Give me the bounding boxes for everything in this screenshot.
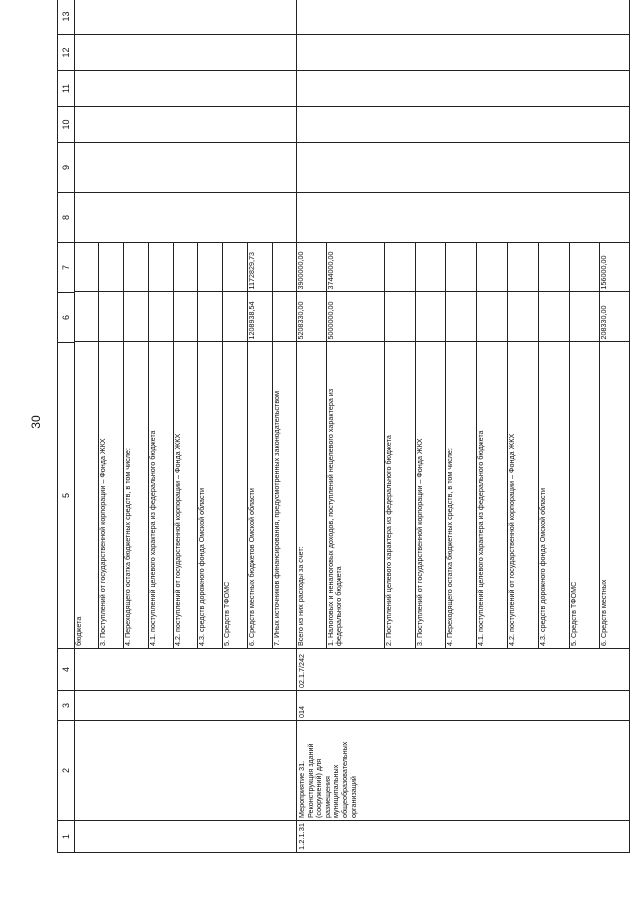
funding-row [173,242,198,648]
funding-value-6 [223,292,248,342]
funding-value-6 [75,292,99,342]
funding-value-7 [173,242,198,292]
cell-code [75,691,297,721]
funding-sources-subtable [297,242,629,648]
funding-label: 4. Переходящего остатка бюджетных средств, в том числе: [446,342,477,648]
cell-kbk [75,649,297,691]
funding-value-7: 156000,00 [599,255,609,290]
funding-value-7: 1172829,73 [248,242,273,292]
funding-value-6 [384,292,415,342]
header-cell: 6 [58,293,75,343]
funding-label: 2. Поступлений целевого характера из федерального бюджета [384,342,415,648]
funding-value-6 [148,292,173,342]
header-cell: 10 [58,107,75,143]
funding-row [198,242,223,648]
cell-code: 014 [297,691,630,721]
funding-value-7: 3744000,00 [326,242,384,292]
header-cell: 9 [58,143,75,193]
funding-value-7 [477,242,508,292]
funding-value-7 [446,242,477,292]
cell-kbk: 02.1.7/242 [297,649,630,691]
funding-value-6 [446,292,477,342]
table-row [297,0,630,853]
cell-col-8 [297,193,630,243]
cell-col-13 [75,0,297,35]
funding-row [477,242,508,648]
cell-col-9 [297,143,630,193]
funding-row [223,242,248,648]
funding-label: 3. Поступлений от государственной корпорации – Фонда ЖКХ [415,342,446,648]
header-cell: 8 [58,193,75,243]
funding-label: 3. Поступлений от государственной корпорации – Фонда ЖКХ [99,342,124,648]
funding-row [148,242,173,648]
funding-value-6 [507,292,538,342]
header-cell: 13 [58,0,75,35]
funding-sources-subtable [75,242,296,648]
funding-value-6 [173,292,198,342]
funding-value-6 [477,292,508,342]
cell-col-13 [297,0,630,35]
cell-col-10 [297,107,630,143]
funding-row [384,242,415,648]
funding-label: 4.2. поступлений от государственной корпорации – Фонда ЖКХ [173,342,198,648]
header-row [58,0,75,853]
funding-label: 5. Средств ТФОМС [569,342,600,648]
funding-row [297,242,326,648]
funding-value-7 [99,242,124,292]
cell-col-8 [75,193,297,243]
funding-value-7 [415,242,446,292]
funding-value-7 [384,242,415,292]
funding-label: 4.1. поступлений целевого характера из федерального бюджета [477,342,508,648]
header-cell: 5 [58,343,75,649]
funding-value-6: 5208330,00 [297,292,326,342]
cell-name: Мероприятие 31. Реконструкция зданий (сооружений) для размещения муниципальных общеобразовательных организаций [297,721,630,821]
funding-value-7 [272,242,296,292]
funding-label: Всего из них расходы за счет: [297,342,326,648]
cell-col-12 [75,35,297,71]
funding-value-6: 208330,00 [600,292,629,342]
funding-value-7 [507,242,538,292]
funding-value-6 [415,292,446,342]
funding-row [75,242,99,648]
funding-value-6 [272,292,296,342]
funding-value-6 [99,292,124,342]
budget-table [57,0,630,853]
funding-row [415,242,446,648]
funding-value-7 [223,242,248,292]
funding-value-7 [75,242,99,292]
funding-value-6 [538,292,569,342]
cell-number: 1.2.1.31 [297,821,630,853]
funding-value-7 [198,242,223,292]
cell-name [75,721,297,821]
cell-col-11 [297,71,630,107]
funding-label: 6. Средств местных бюджетов Омской области [248,342,273,648]
funding-value-6: 5000000,00 [326,292,384,342]
funding-row [99,242,124,648]
funding-label: бюджета [75,342,99,648]
header-cell: 3 [58,691,75,721]
funding-sources-cell [75,243,297,649]
cell-col-12 [297,35,630,71]
funding-sources-cell [297,243,630,649]
funding-label: 4.1. поступлений целевого характера из федерального бюджета [148,342,173,648]
header-cell: 11 [58,71,75,107]
header-cell: 4 [58,649,75,691]
funding-value-6 [198,292,223,342]
funding-label: 6. Средств местных [600,342,629,648]
rotated-table-container [57,13,628,853]
funding-value-6 [123,292,148,342]
funding-value-7 [148,242,173,292]
funding-label: 4.2. поступлений от государственной корпорации – Фонда ЖКХ [507,342,538,648]
funding-value-7 [538,242,569,292]
funding-row [326,242,384,648]
funding-row [248,242,273,648]
funding-row [272,242,296,648]
funding-label: 1. Налоговых и неналоговых доходов, поступлений нецелевого характера из федерального бюджета [326,342,384,648]
cell-col-10 [75,107,297,143]
cell-col-11 [75,71,297,107]
funding-row [600,242,629,648]
funding-value-7: 3900000,00 [297,242,326,292]
funding-row [446,242,477,648]
funding-row [507,242,538,648]
funding-label: 4.3. средств дорожного фонда Омской области [538,342,569,648]
funding-label: 4.3. средств дорожного фонда Омской области [198,342,223,648]
header-cell: 1 [58,821,75,853]
funding-value-7 [569,242,600,292]
funding-row [569,242,600,648]
funding-value-6 [569,292,600,342]
cell-number [75,821,297,853]
funding-label: 5. Средств ТФОМС [223,342,248,648]
funding-label: 7. Иных источников финансирования, предусмотренных законодательством [272,342,296,648]
funding-value-6: 1208938,54 [248,292,273,342]
funding-label: 4. Переходящего остатка бюджетных средств, в том числе: [123,342,148,648]
header-cell: 7 [58,243,75,293]
cell-col-9 [75,143,297,193]
header-cell: 2 [58,721,75,821]
funding-row [538,242,569,648]
funding-row [123,242,148,648]
page-number: 30 [29,415,43,429]
table-row [75,0,297,853]
funding-value-7 [123,242,148,292]
header-cell: 12 [58,35,75,71]
